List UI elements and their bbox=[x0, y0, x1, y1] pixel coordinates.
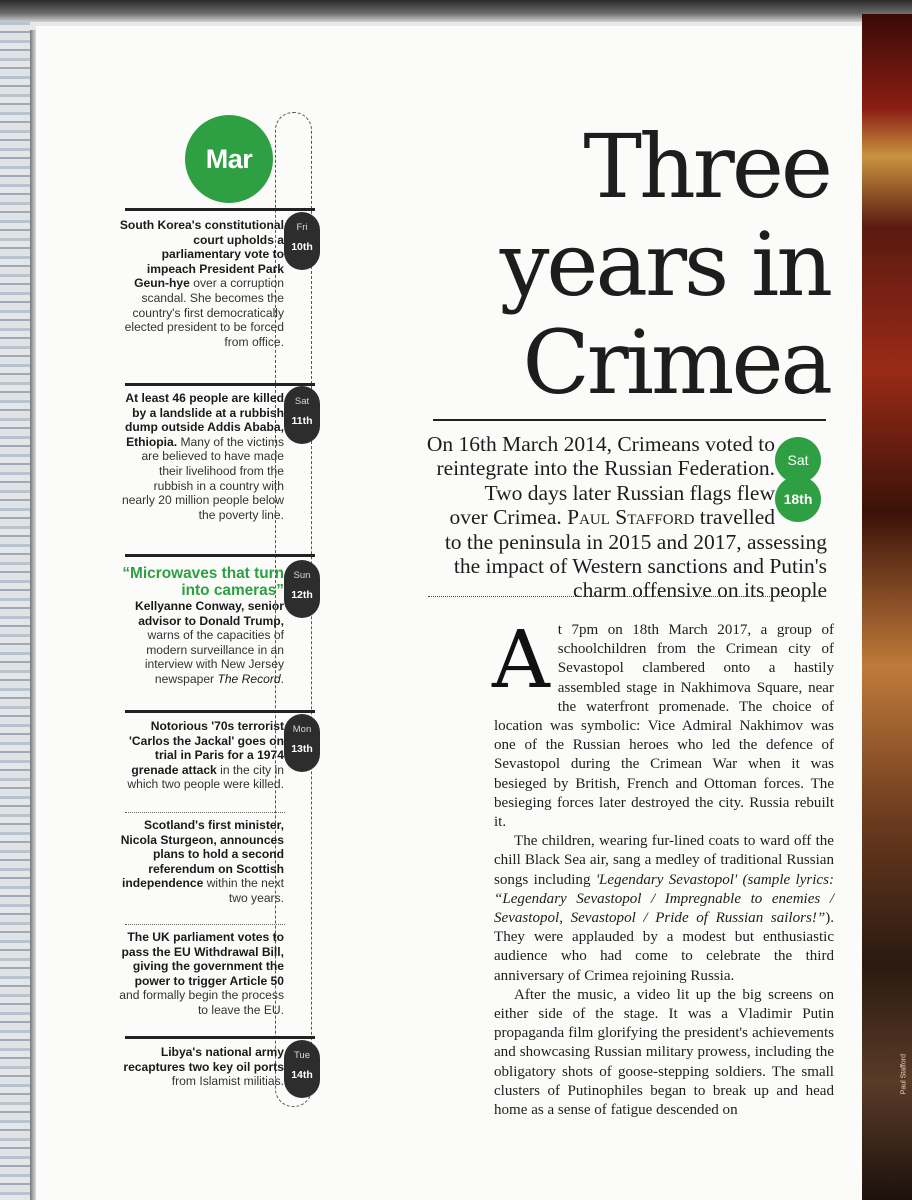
entry-text-tail: . bbox=[280, 671, 284, 686]
entry-text: over a corruption scandal. She becomes the country's first democratically elected president to be forced from office. bbox=[124, 276, 284, 349]
author-name: Paul Stafford bbox=[567, 505, 695, 530]
entry-text: Many of the victims are believed to have made their livelihood from the rubbish in a country with nearly 20 million people below the poverty line. bbox=[121, 434, 284, 522]
entry-divider-dotted bbox=[125, 812, 285, 813]
day-date: 14th bbox=[291, 1069, 313, 1081]
day-name: Sat bbox=[294, 396, 310, 407]
paragraph-text: The children, wearing fur-lined coats to ward off the chill Black Sea air, sang a medley of traditional Russian songs including bbox=[494, 833, 834, 888]
entry-publication: The Record bbox=[217, 671, 281, 686]
standfirst-line: charm offensive on its people bbox=[573, 578, 827, 603]
entry-quote: “Microwaves that turn into cameras” bbox=[122, 565, 284, 599]
timeline-entry bbox=[118, 930, 284, 1018]
entry-headline: The UK parliament votes to pass the EU Withdrawal Bill, giving the government the power to trigger Article 50 bbox=[121, 930, 284, 988]
day-date: 12th bbox=[291, 589, 313, 601]
entry-text: within the next two years. bbox=[203, 876, 284, 905]
day-pill bbox=[284, 386, 320, 444]
day-pill bbox=[284, 212, 320, 270]
standfirst-line: Two days later Russian flags flew bbox=[484, 480, 775, 505]
standfirst-line: the impact of Western sanctions and Putin's bbox=[453, 554, 827, 579]
day-name: Tue bbox=[293, 1050, 311, 1061]
day-name: Fri bbox=[296, 222, 308, 233]
entry-divider bbox=[125, 383, 315, 386]
entry-headline: Libya's national army recaptures two key oil ports bbox=[123, 1045, 284, 1074]
timeline-entry bbox=[118, 565, 284, 687]
date-badge bbox=[775, 437, 825, 521]
timeline-entry bbox=[118, 391, 284, 522]
headline-line: Crimea bbox=[522, 311, 830, 414]
paragraph-text: ). They were applauded by a modest but enthusiastic audience who had come to celebrate the third anniversary of Crimea rejoining Russia. bbox=[494, 910, 834, 984]
paragraph-text: t 7pm on 18th March 2017, a group of schoolchildren from the Crimean city of Sevastopol clambered onto a hastily assembled stage in Nakhimova Square, near the waterfront promenade. The choice of location was symbolic: Vice Admiral Nakhimov was one of the Russian heroes who led the defence of Sevastopol during the Crimean War when it was besieged by British, French and Ottoman forces. The besieging forces later destroyed the city. Russia rebuilt it. bbox=[494, 622, 834, 831]
standfirst-line: On 16th March 2014, Crimeans voted to bbox=[426, 432, 775, 456]
day-pill bbox=[284, 714, 320, 772]
badge-day: Sat bbox=[775, 437, 821, 483]
facing-page-photo bbox=[862, 14, 912, 1200]
entry-divider bbox=[125, 710, 315, 713]
entry-divider bbox=[125, 1036, 315, 1039]
day-date: 11th bbox=[291, 415, 313, 427]
timeline-entry bbox=[118, 719, 284, 792]
scan-border-top bbox=[0, 0, 912, 22]
entry-divider bbox=[125, 208, 315, 211]
body-paragraph bbox=[494, 832, 834, 986]
entry-text: and formally begin the process to leave the EU. bbox=[119, 988, 284, 1017]
day-date: 10th bbox=[291, 241, 313, 253]
entry-headline: At least 46 people are killed by a landslide at a rubbish dump outside Addis Ababa, Ethiopia. bbox=[124, 391, 284, 449]
drop-cap: A bbox=[492, 613, 550, 706]
timeline-entry bbox=[118, 818, 284, 906]
entry-headline: Kellyanne Conway, senior advisor to Donald Trump, bbox=[135, 599, 284, 628]
standfirst-text: travelled bbox=[694, 505, 775, 530]
entry-divider-dotted bbox=[125, 924, 285, 925]
headline-line: Three bbox=[583, 115, 830, 218]
headline-line: years in bbox=[499, 213, 830, 316]
timeline-entry bbox=[118, 218, 284, 349]
badge-date: 18th bbox=[775, 476, 821, 522]
day-name: Mon bbox=[292, 724, 312, 735]
page-stack-edge bbox=[0, 22, 30, 1200]
standfirst-line: to the peninsula in 2015 and 2017, assessing bbox=[444, 529, 827, 554]
body-paragraph bbox=[492, 613, 834, 832]
month-badge: Mar bbox=[185, 115, 273, 203]
standfirst-text: over Crimea. bbox=[449, 505, 568, 530]
standfirst-divider bbox=[428, 596, 826, 597]
entry-headline: Scotland's first minister, Nicola Sturgeon, announces plans to hold a second referendum on Scottish independence bbox=[120, 818, 284, 891]
standfirst bbox=[410, 432, 827, 603]
entry-text: warns of the capacities of modern surveillance in an interview with New Jersey newspaper bbox=[144, 628, 284, 686]
body-paragraph: After the music, a video lit up the big screens on either side of the stage. It was a Vladimir Putin propaganda film glorifying the president's achievements and showcasing Russian military prowess, including the obligatory shots of goose-stepping soldiers. The small clusters of Putinophiles began to break up and head home as a sense of fatigue descended on bbox=[494, 986, 834, 1119]
article-body bbox=[492, 613, 834, 1120]
entry-headline: Notorious '70s terrorist 'Carlos the Jackal' goes on trial in Paris for a 1974 grenade attack bbox=[129, 719, 284, 777]
entry-headline: South Korea's constitutional court upholds a parliamentary vote to impeach President Park Geun-hye bbox=[119, 218, 284, 291]
day-name: Sun bbox=[293, 570, 311, 581]
day-pill bbox=[284, 1040, 320, 1098]
timeline-entry bbox=[118, 1045, 284, 1089]
photo-credit: Paul Stafford bbox=[900, 1054, 907, 1095]
day-date: 13th bbox=[291, 743, 313, 755]
standfirst-line: reintegrate into the Russian Federation. bbox=[436, 456, 775, 481]
standfirst-line bbox=[410, 505, 827, 529]
song-lyrics: 'Legendary Sevastopol' (sample lyrics: “Legendary Sevastopol / Impregnable to enemies / Sevastopol, Sevastopol / Pride of Russian sailors!” bbox=[494, 871, 834, 927]
day-pill bbox=[284, 560, 320, 618]
article-headline bbox=[460, 115, 830, 414]
entry-text: from Islamist militias. bbox=[171, 1074, 284, 1089]
entry-divider bbox=[125, 554, 315, 557]
entry-text: in the city in which two people were killed. bbox=[127, 762, 284, 792]
headline-rule bbox=[433, 419, 826, 421]
